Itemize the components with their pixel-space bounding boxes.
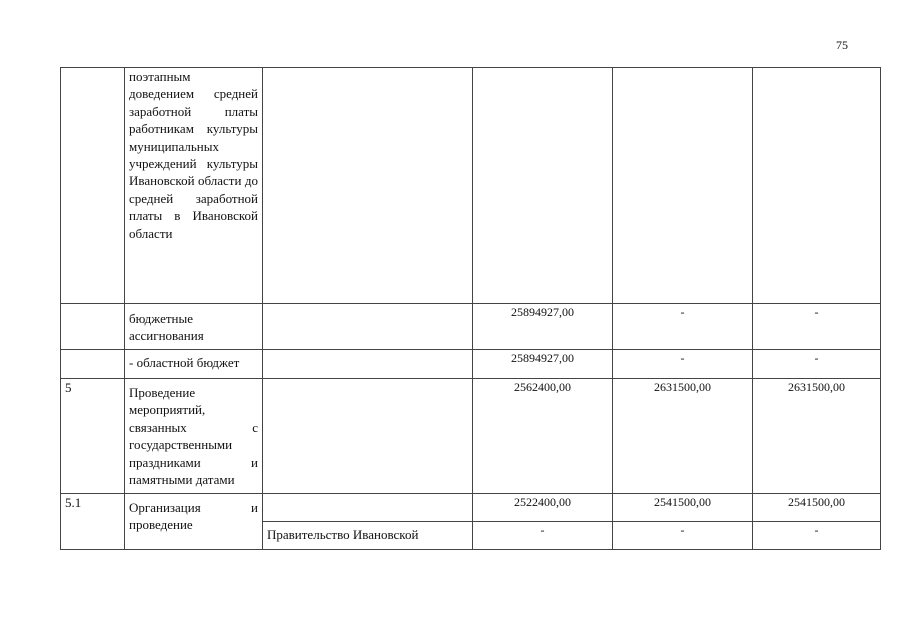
row-year1-cell: 2562400,00 [473,379,613,494]
row-year1-cell: 25894927,00 [473,304,613,350]
row-name-cell: Проведение мероприятий, связанных с государственными праздниками и памятными датами [125,379,263,494]
table-row [61,379,881,494]
row-executor-cell [263,68,473,304]
row-number-cell [61,304,125,350]
budget-table [60,67,881,550]
row-name-cell: - областной бюджет [125,350,263,379]
row-year2-cell: - [613,522,753,550]
page-number: 75 [836,38,848,52]
table-row [61,68,881,304]
table-row [61,304,881,350]
row-year3-cell: 2541500,00 [753,494,881,522]
row-year3-cell: - [753,522,881,550]
table-row [61,350,881,379]
table-row [61,494,881,522]
row-year2-cell: - [613,304,753,350]
row-number-cell [61,350,125,379]
row-name-cell: Организация и проведение [125,494,263,550]
row-name-cell: бюджетные ассигнования [125,304,263,350]
row-year2-cell: 2631500,00 [613,379,753,494]
row-number-cell [61,68,125,304]
row-year1-cell: 25894927,00 [473,350,613,379]
row-year1-cell [473,68,613,304]
row-year2-cell [613,68,753,304]
row-year3-cell [753,68,881,304]
row-year2-cell: - [613,350,753,379]
row-number-cell: 5.1 [61,494,125,550]
row-year1-cell: - [473,522,613,550]
row-name-cell: поэтапным доведением средней заработной платы работникам культуры муниципальных учреждений культуры Ивановской области до средней заработной платы в Ивановской области [125,68,263,304]
row-executor-cell [263,494,473,522]
row-year2-cell: 2541500,00 [613,494,753,522]
row-number-cell: 5 [61,379,125,494]
row-executor-cell [263,350,473,379]
row-executor-cell [263,379,473,494]
row-year3-cell: - [753,304,881,350]
row-year3-cell: 2631500,00 [753,379,881,494]
row-year3-cell: - [753,350,881,379]
row-year1-cell: 2522400,00 [473,494,613,522]
row-executor-cell: Правительство Ивановской [263,522,473,550]
row-executor-cell [263,304,473,350]
